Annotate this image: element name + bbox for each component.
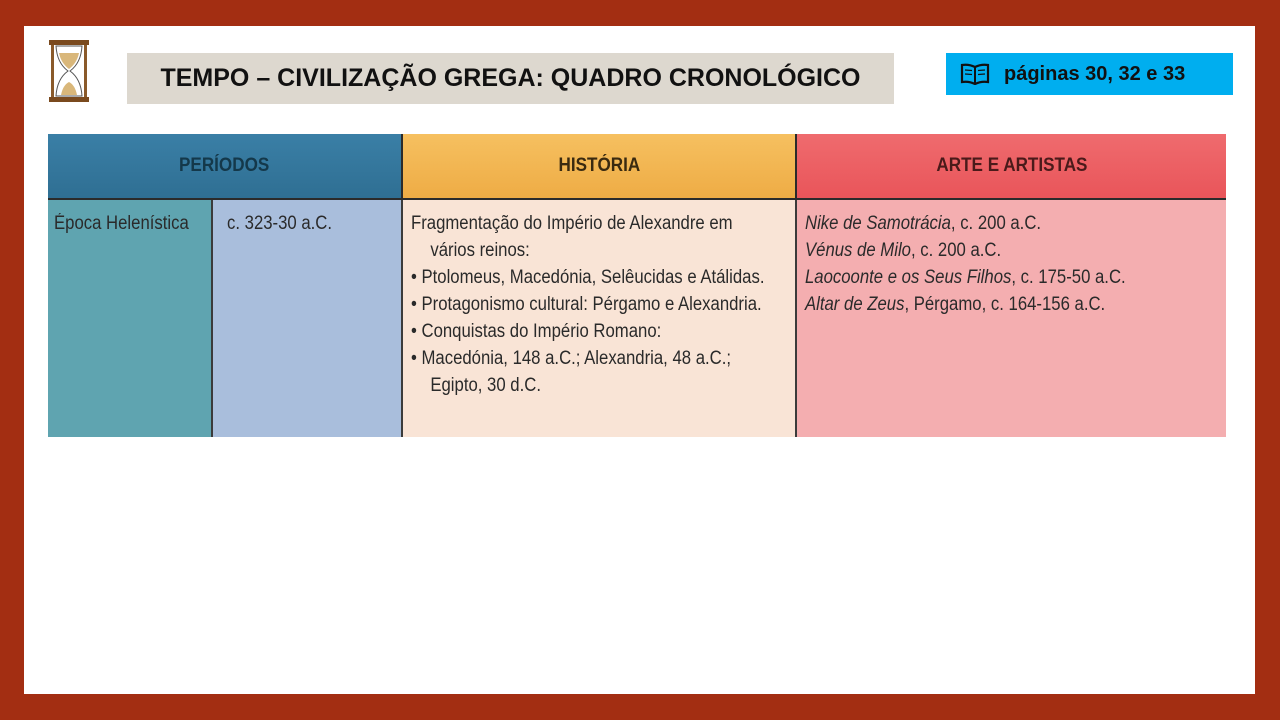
history-line: Fragmentação do Império de Alexandre em <box>411 213 733 234</box>
history-line: vários reinos: <box>430 240 530 261</box>
history-line: Egipto, 30 d.C. <box>430 375 541 396</box>
page-title: TEMPO – CIVILIZAÇÃO GREGA: QUADRO CRONOLÓGICO <box>160 64 861 92</box>
art-line <box>805 264 1168 291</box>
cell-date <box>211 200 401 437</box>
book-icon <box>960 63 990 85</box>
art-line <box>805 291 1168 318</box>
art-detail: , c. 200 a.C. <box>950 213 1042 234</box>
art-detail: , c. 200 a.C. <box>910 240 1002 261</box>
art-work: Altar de Zeus <box>805 294 905 315</box>
art-work: Laocoonte e os Seus Filhos <box>805 267 1012 288</box>
hourglass-icon <box>47 39 91 103</box>
period-date: c. 323-30 a.C. <box>227 213 333 234</box>
history-line: • Conquistas do Império Romano: <box>411 321 662 342</box>
slide <box>24 26 1255 694</box>
period-name: Época Helenística <box>54 213 189 234</box>
cell-period <box>48 200 211 437</box>
pages-label: páginas 30, 32 e 33 <box>1004 62 1186 85</box>
art-work: Nike de Samotrácia <box>805 213 951 234</box>
art-line <box>805 237 1168 264</box>
header-arte-artistas: ARTE E ARTISTAS <box>795 134 1226 200</box>
art-line <box>805 210 1168 237</box>
chronology-table <box>48 134 1226 437</box>
art-detail: , Pérgamo, c. 164-156 a.C. <box>904 294 1106 315</box>
header-historia: HISTÓRIA <box>401 134 795 200</box>
art-work: Vénus de Milo <box>805 240 911 261</box>
title-box <box>127 53 894 104</box>
history-line: • Macedónia, 148 a.C.; Alexandria, 48 a.C.; <box>411 348 732 369</box>
pages-reference <box>946 53 1233 95</box>
header-periodos: PERÍODOS <box>48 134 401 200</box>
art-detail: , c. 175-50 a.C. <box>1011 267 1126 288</box>
history-line: • Ptolomeus, Macedónia, Selêucidas e Atálidas. <box>411 267 765 288</box>
cell-art <box>795 200 1226 437</box>
history-line: • Protagonismo cultural: Pérgamo e Alexandria. <box>411 294 762 315</box>
cell-history <box>401 200 795 437</box>
